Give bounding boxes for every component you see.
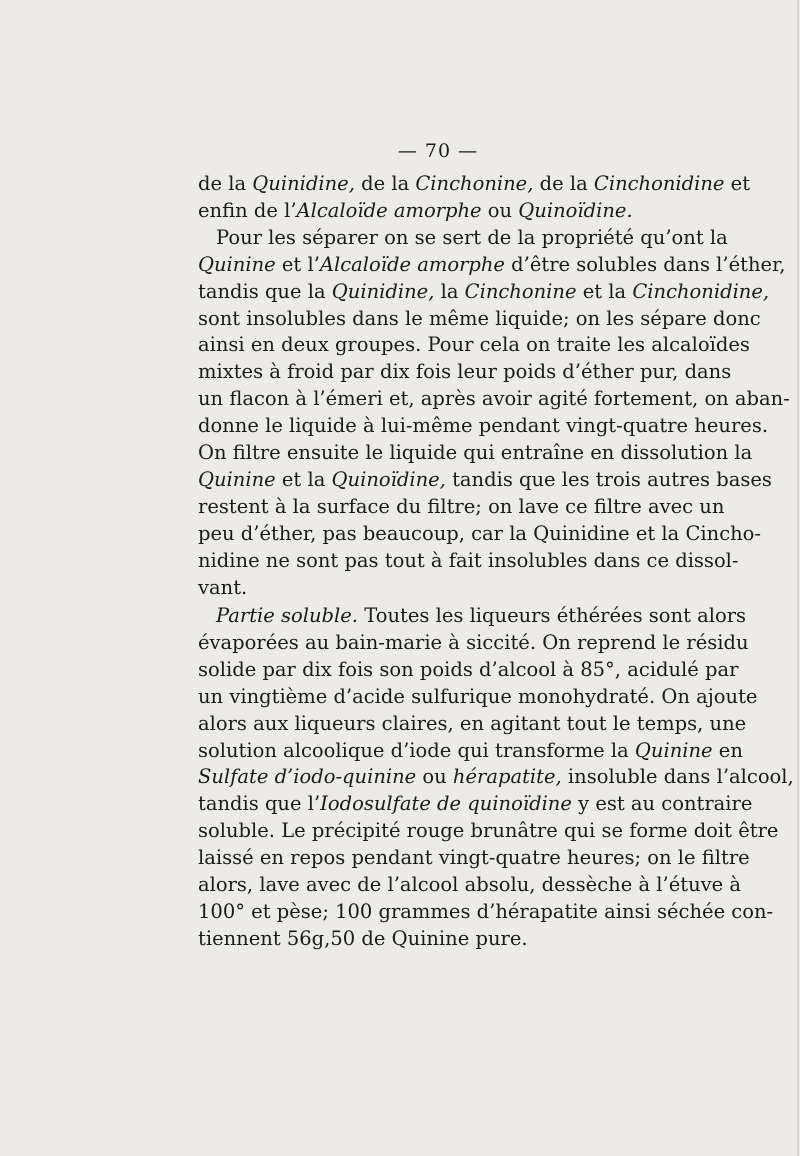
italic-segment: Quinidine, xyxy=(331,279,435,303)
text-segment: solution alcoolique d’iode qui transforme la xyxy=(198,738,635,762)
paragraph xyxy=(198,171,751,225)
text-segment: et l’ xyxy=(275,252,320,276)
text-line xyxy=(198,494,725,521)
text-line xyxy=(198,306,761,333)
text-segment: et xyxy=(724,172,751,195)
text-segment: solide par dix fois son poids d’alcool à 85°, acidulé par xyxy=(198,657,739,681)
page-number: — 70 — xyxy=(397,140,479,162)
text-segment: laissé en repos pendant vingt-quatre heures; on le filtre xyxy=(198,846,750,870)
text-segment: et la xyxy=(576,279,633,303)
text-segment: donne le liquide à lui-même pendant vingt-quatre heures. xyxy=(198,414,769,438)
text-segment: vant. xyxy=(198,575,248,599)
text-line xyxy=(198,332,750,359)
text-line xyxy=(198,899,774,926)
text-segment: alors, lave avec de l’alcool absolu, dessèche à l’étuve à xyxy=(198,873,742,897)
text-line xyxy=(198,359,732,386)
text-line xyxy=(198,657,739,684)
text-line xyxy=(198,252,786,279)
text-segment: sont insolubles dans le même liquide; on les sépare donc xyxy=(198,306,761,330)
italic-segment: Quinine xyxy=(198,252,276,276)
text-line xyxy=(198,630,749,657)
text-segment: insoluble dans l’alcool, xyxy=(561,765,794,789)
italic-segment: Quinine xyxy=(634,738,713,762)
text-line xyxy=(198,575,684,602)
text-segment: de la xyxy=(533,172,594,195)
text-segment: restent à la surface du filtre; on lave ce filtre avec un xyxy=(198,494,725,518)
text-line xyxy=(198,603,747,630)
italic-segment: Cinchonidine xyxy=(593,172,725,195)
text-segment: y est au contraire xyxy=(571,792,753,816)
text-segment: ou xyxy=(416,765,453,789)
italic-segment: Alcaloïde amorphe xyxy=(296,198,482,222)
text-segment: la xyxy=(434,279,465,303)
text-line xyxy=(198,440,753,467)
text-block-top xyxy=(198,171,790,602)
text-segment: ainsi en deux groupes. Pour cela on traite les alcaloïdes xyxy=(198,333,750,357)
text-line xyxy=(198,198,684,225)
text-segment: enfin de l’ xyxy=(198,198,297,222)
text-line xyxy=(198,386,790,413)
italic-segment: Alcaloïde amorphe xyxy=(319,252,505,276)
text-line xyxy=(198,548,739,575)
text-line xyxy=(198,791,753,818)
text-line xyxy=(198,225,728,252)
text-line xyxy=(198,279,770,306)
text-line xyxy=(198,738,743,765)
text-segment: ou xyxy=(481,198,519,222)
text-segment: alors aux liqueurs claires, en agitant tout le temps, une xyxy=(198,711,747,735)
paragraph xyxy=(198,603,794,953)
text-segment: tandis que l’ xyxy=(198,792,321,816)
text-segment: d’être solubles dans l’éther, xyxy=(504,252,786,276)
text-segment: de la xyxy=(198,172,253,195)
scan-edge-mark xyxy=(797,0,799,1156)
text-segment: tandis que les trois autres bases xyxy=(445,467,772,491)
text-segment: tiennent 56g,50 de Quinine pure. xyxy=(198,926,528,950)
text-line xyxy=(198,764,794,791)
text-segment: de la xyxy=(354,172,416,195)
text-line xyxy=(198,521,762,548)
italic-segment: Quinoïdine, xyxy=(331,467,446,491)
text-segment: peu d’éther, pas beaucoup, car la Quinidine et la Cincho- xyxy=(198,521,762,545)
italic-segment: hérapatite, xyxy=(452,765,562,789)
text-segment: 100° et pèse; 100 grammes d’hérapatite ainsi séchée con- xyxy=(198,899,774,923)
text-segment: mixtes à froid par dix fois leur poids d’éther pur, dans xyxy=(198,360,732,384)
text-block-bottom xyxy=(198,603,794,953)
text-segment: soluble. Le précipité rouge brunâtre qui se forme doit être xyxy=(198,819,779,843)
italic-segment: Cinchonine xyxy=(464,279,577,303)
text-segment: Pour les séparer on se sert de la propriété qu’ont la xyxy=(216,225,728,249)
text-line xyxy=(198,711,747,738)
italic-segment: Quinidine, xyxy=(252,172,355,195)
italic-segment: Cinchonidine, xyxy=(632,279,770,303)
text-segment: et la xyxy=(275,467,332,491)
text-segment: On filtre ensuite le liquide qui entraîne en dissolution la xyxy=(198,441,753,465)
text-segment: un flacon à l’émeri et, après avoir agité fortement, on aban- xyxy=(198,387,790,411)
text-segment: nidine ne sont pas tout à fait insolubles dans ce dissol- xyxy=(198,548,739,572)
text-line xyxy=(198,872,742,899)
italic-segment: Quinine xyxy=(198,467,276,491)
text-line xyxy=(198,171,751,198)
italic-segment: Partie soluble. xyxy=(216,604,359,627)
text-line xyxy=(198,845,750,872)
text-line xyxy=(198,684,758,711)
text-segment: évaporées au bain-marie à siccité. On reprend le résidu xyxy=(198,630,749,654)
italic-segment: Cinchonine, xyxy=(415,172,534,195)
text-line xyxy=(198,467,772,494)
italic-segment: Iodosulfate de quinoïdine xyxy=(320,792,572,816)
text-segment: un vingtième d’acide sulfurique monohydraté. On ajoute xyxy=(198,684,758,708)
text-segment: Toutes les liqueurs éthérées sont alors xyxy=(358,604,747,627)
text-segment: en xyxy=(712,738,743,762)
text-line xyxy=(198,818,779,845)
text-segment: tandis que la xyxy=(198,279,332,303)
paragraph xyxy=(198,225,790,602)
italic-segment: Quinoïdine. xyxy=(518,198,633,222)
text-line xyxy=(198,413,769,440)
italic-segment: Sulfate d’iodo-quinine xyxy=(198,765,417,789)
text-line xyxy=(198,926,684,953)
